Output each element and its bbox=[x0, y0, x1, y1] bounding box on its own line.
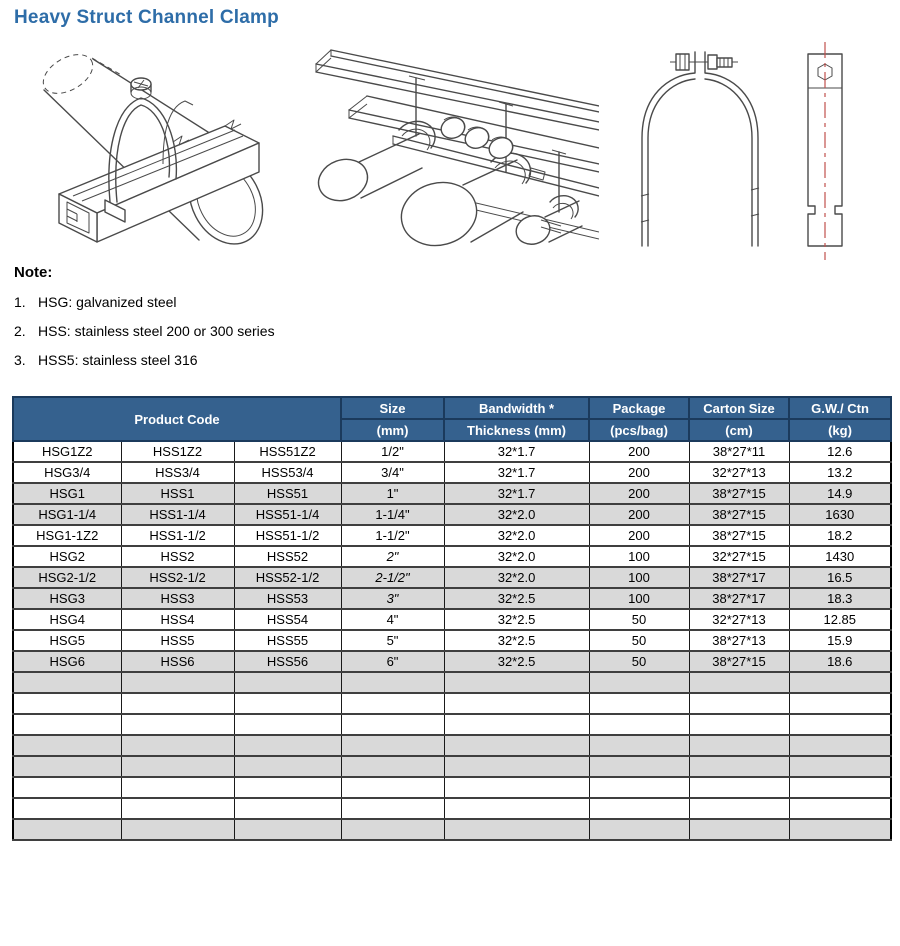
table-cell: 200 bbox=[589, 525, 689, 546]
table-cell-empty bbox=[444, 798, 589, 819]
table-cell: 32*1.7 bbox=[444, 483, 589, 504]
table-cell: 32*1.7 bbox=[444, 441, 589, 462]
table-body bbox=[13, 441, 891, 840]
header-bandwidth: Bandwidth * bbox=[444, 397, 589, 419]
table-cell-empty bbox=[341, 756, 444, 777]
table-cell: 32*2.0 bbox=[444, 567, 589, 588]
pipe-clamp-isometric-drawing bbox=[13, 44, 291, 256]
table-cell-empty bbox=[13, 756, 121, 777]
table-cell-empty bbox=[789, 693, 891, 714]
header-size-unit: (mm) bbox=[341, 419, 444, 441]
table-cell: HSS1-1/4 bbox=[121, 504, 234, 525]
table-cell: 1/2" bbox=[341, 441, 444, 462]
header-package-unit: (pcs/bag) bbox=[589, 419, 689, 441]
table-cell-empty bbox=[341, 819, 444, 840]
table-row bbox=[13, 735, 891, 756]
table-cell: 32*2.0 bbox=[444, 525, 589, 546]
table-row bbox=[13, 609, 891, 630]
header-gw-ctn: G.W./ Ctn bbox=[789, 397, 891, 419]
note-item-number: 1. bbox=[14, 294, 26, 310]
table-cell-empty bbox=[689, 798, 789, 819]
table-cell: 50 bbox=[589, 651, 689, 672]
table-cell: 100 bbox=[589, 567, 689, 588]
header-carton-size: Carton Size bbox=[689, 397, 789, 419]
table-cell: HSG3 bbox=[13, 588, 121, 609]
table-cell: HSS3 bbox=[121, 588, 234, 609]
table-cell: 18.6 bbox=[789, 651, 891, 672]
table-cell-empty bbox=[589, 819, 689, 840]
installation-isometric-drawing bbox=[301, 40, 599, 260]
table-row bbox=[13, 714, 891, 735]
table-cell-empty bbox=[341, 714, 444, 735]
table-cell-empty bbox=[121, 798, 234, 819]
table-cell: HSG6 bbox=[13, 651, 121, 672]
table-row bbox=[13, 546, 891, 567]
table-cell: HSS51 bbox=[234, 483, 341, 504]
table-cell: 200 bbox=[589, 504, 689, 525]
note-item bbox=[14, 323, 275, 339]
table-cell: HSS51-1/2 bbox=[234, 525, 341, 546]
figure-installation-isometric bbox=[301, 40, 599, 260]
figure-clamp-views bbox=[612, 40, 897, 262]
table-cell: 100 bbox=[589, 588, 689, 609]
table-cell-empty bbox=[13, 672, 121, 693]
note-item bbox=[14, 294, 275, 310]
table-cell-empty bbox=[589, 672, 689, 693]
table-row bbox=[13, 819, 891, 840]
table-cell-empty bbox=[341, 693, 444, 714]
note-item-text: HSS: stainless steel 200 or 300 series bbox=[38, 323, 275, 339]
table-cell-empty bbox=[444, 672, 589, 693]
table-cell: 50 bbox=[589, 630, 689, 651]
table-cell: HSS52-1/2 bbox=[234, 567, 341, 588]
table-cell-empty bbox=[234, 798, 341, 819]
table-cell: HSG1 bbox=[13, 483, 121, 504]
table-cell-empty bbox=[341, 777, 444, 798]
table-cell: 32*27*13 bbox=[689, 462, 789, 483]
table-cell: HSS1-1/2 bbox=[121, 525, 234, 546]
table-cell: HSS1Z2 bbox=[121, 441, 234, 462]
table-cell: 32*27*13 bbox=[689, 609, 789, 630]
table-row bbox=[13, 798, 891, 819]
table-cell: 38*27*15 bbox=[689, 483, 789, 504]
table-cell-empty bbox=[589, 777, 689, 798]
table-cell: 32*2.5 bbox=[444, 651, 589, 672]
table-cell: 16.5 bbox=[789, 567, 891, 588]
table-cell: 32*2.5 bbox=[444, 609, 589, 630]
table-cell: 200 bbox=[589, 483, 689, 504]
table-cell: 1630 bbox=[789, 504, 891, 525]
table-cell-empty bbox=[589, 735, 689, 756]
table-cell-empty bbox=[121, 714, 234, 735]
table-row bbox=[13, 504, 891, 525]
table-cell: 32*2.5 bbox=[444, 630, 589, 651]
clamp-front-side-views-drawing bbox=[612, 40, 897, 262]
table-row bbox=[13, 567, 891, 588]
table-cell-empty bbox=[121, 777, 234, 798]
table-cell: 12.6 bbox=[789, 441, 891, 462]
table-cell: 32*2.0 bbox=[444, 504, 589, 525]
table-cell: HSS51Z2 bbox=[234, 441, 341, 462]
table-row bbox=[13, 630, 891, 651]
table-cell: HSS2-1/2 bbox=[121, 567, 234, 588]
table-row bbox=[13, 672, 891, 693]
table-cell: 1" bbox=[341, 483, 444, 504]
note-item bbox=[14, 352, 275, 368]
table-cell-empty bbox=[13, 693, 121, 714]
note-item-number: 2. bbox=[14, 323, 26, 339]
table-cell: 12.85 bbox=[789, 609, 891, 630]
table-cell: HSS3/4 bbox=[121, 462, 234, 483]
header-carton-unit: (cm) bbox=[689, 419, 789, 441]
header-gw-unit: (kg) bbox=[789, 419, 891, 441]
table-cell: 32*27*15 bbox=[689, 546, 789, 567]
table-cell-empty bbox=[689, 777, 789, 798]
table-row bbox=[13, 462, 891, 483]
table-cell-empty bbox=[689, 735, 789, 756]
note-heading: Note: bbox=[14, 264, 53, 281]
table-cell: 38*27*15 bbox=[689, 525, 789, 546]
table-cell: HSS55 bbox=[234, 630, 341, 651]
table-cell: 32*2.5 bbox=[444, 588, 589, 609]
table-cell: 38*27*17 bbox=[689, 588, 789, 609]
table-cell: 2" bbox=[341, 546, 444, 567]
table-cell: 200 bbox=[589, 441, 689, 462]
note-item-number: 3. bbox=[14, 352, 26, 368]
table-cell: HSG3/4 bbox=[13, 462, 121, 483]
table-cell-empty bbox=[234, 777, 341, 798]
table-cell: 1-1/4" bbox=[341, 504, 444, 525]
table-cell-empty bbox=[789, 714, 891, 735]
table-cell: 2-1/2" bbox=[341, 567, 444, 588]
table-cell: 3" bbox=[341, 588, 444, 609]
table-cell: 18.3 bbox=[789, 588, 891, 609]
product-spec-table bbox=[12, 396, 892, 841]
table-cell: HSG1-1Z2 bbox=[13, 525, 121, 546]
table-cell: 100 bbox=[589, 546, 689, 567]
table-cell-empty bbox=[121, 693, 234, 714]
table-cell: HSS1 bbox=[121, 483, 234, 504]
table-cell: 50 bbox=[589, 609, 689, 630]
table-cell-empty bbox=[589, 756, 689, 777]
table-cell-empty bbox=[589, 798, 689, 819]
table-cell: HSS6 bbox=[121, 651, 234, 672]
table-cell-empty bbox=[689, 819, 789, 840]
table-cell: 18.2 bbox=[789, 525, 891, 546]
header-package: Package bbox=[589, 397, 689, 419]
table-cell: HSG2 bbox=[13, 546, 121, 567]
table-cell: 4" bbox=[341, 609, 444, 630]
table-cell: HSS4 bbox=[121, 609, 234, 630]
table-cell-empty bbox=[789, 672, 891, 693]
table-row bbox=[13, 777, 891, 798]
table-cell-empty bbox=[13, 714, 121, 735]
table-cell-empty bbox=[444, 693, 589, 714]
table-row bbox=[13, 588, 891, 609]
table-cell-empty bbox=[121, 672, 234, 693]
table-cell-empty bbox=[234, 714, 341, 735]
table-cell: 38*27*11 bbox=[689, 441, 789, 462]
table-cell-empty bbox=[341, 672, 444, 693]
header-thickness: Thickness (mm) bbox=[444, 419, 589, 441]
table-cell-empty bbox=[444, 819, 589, 840]
table-cell: 6" bbox=[341, 651, 444, 672]
table-cell-empty bbox=[789, 798, 891, 819]
table-cell-empty bbox=[444, 777, 589, 798]
table-cell-empty bbox=[121, 756, 234, 777]
table-cell: HSS54 bbox=[234, 609, 341, 630]
table-cell-empty bbox=[13, 735, 121, 756]
table-cell: 1430 bbox=[789, 546, 891, 567]
header-product-code: Product Code bbox=[13, 397, 341, 441]
table-cell: HSG5 bbox=[13, 630, 121, 651]
table-cell-empty bbox=[689, 672, 789, 693]
table-cell: HSG1-1/4 bbox=[13, 504, 121, 525]
table-cell-empty bbox=[444, 735, 589, 756]
table-cell-empty bbox=[789, 756, 891, 777]
table-row bbox=[13, 441, 891, 462]
table-cell: 38*27*15 bbox=[689, 651, 789, 672]
table-cell: 13.2 bbox=[789, 462, 891, 483]
table-cell-empty bbox=[234, 693, 341, 714]
table-cell-empty bbox=[13, 819, 121, 840]
header-size: Size bbox=[341, 397, 444, 419]
table-row bbox=[13, 693, 891, 714]
table-row bbox=[13, 651, 891, 672]
table-cell: 15.9 bbox=[789, 630, 891, 651]
table-cell-empty bbox=[689, 693, 789, 714]
table-cell-empty bbox=[234, 756, 341, 777]
table-cell: HSS53/4 bbox=[234, 462, 341, 483]
table-row bbox=[13, 525, 891, 546]
table-cell: 200 bbox=[589, 462, 689, 483]
table-cell-empty bbox=[789, 777, 891, 798]
table-cell-empty bbox=[234, 672, 341, 693]
figure-pipe-clamp-isometric bbox=[13, 44, 291, 256]
table-cell-empty bbox=[444, 714, 589, 735]
table-cell: 38*27*15 bbox=[689, 504, 789, 525]
page-title: Heavy Struct Channel Clamp bbox=[14, 7, 279, 28]
table-cell: 32*2.0 bbox=[444, 546, 589, 567]
table-cell: HSS52 bbox=[234, 546, 341, 567]
table-cell: HSG1Z2 bbox=[13, 441, 121, 462]
table-cell: 14.9 bbox=[789, 483, 891, 504]
table-cell-empty bbox=[589, 693, 689, 714]
table-cell: 38*27*17 bbox=[689, 567, 789, 588]
table-cell-empty bbox=[789, 735, 891, 756]
note-item-text: HSG: galvanized steel bbox=[38, 294, 177, 310]
table-cell: 32*1.7 bbox=[444, 462, 589, 483]
table-cell-empty bbox=[689, 714, 789, 735]
note-item-text: HSS5: stainless steel 316 bbox=[38, 352, 198, 368]
table-cell: HSS2 bbox=[121, 546, 234, 567]
table-cell-empty bbox=[444, 756, 589, 777]
table-cell-empty bbox=[589, 714, 689, 735]
table-cell: HSS51-1/4 bbox=[234, 504, 341, 525]
table-cell-empty bbox=[689, 756, 789, 777]
table-cell-empty bbox=[341, 798, 444, 819]
table-cell: HSS56 bbox=[234, 651, 341, 672]
table-cell: 38*27*13 bbox=[689, 630, 789, 651]
table-cell-empty bbox=[789, 819, 891, 840]
table-cell-empty bbox=[13, 798, 121, 819]
table-cell-empty bbox=[234, 819, 341, 840]
table-cell: HSG2-1/2 bbox=[13, 567, 121, 588]
table-row bbox=[13, 483, 891, 504]
table-cell: HSG4 bbox=[13, 609, 121, 630]
table-row bbox=[13, 756, 891, 777]
table-header bbox=[13, 397, 891, 441]
table-cell: 1-1/2" bbox=[341, 525, 444, 546]
table-cell: HSS5 bbox=[121, 630, 234, 651]
table-cell-empty bbox=[234, 735, 341, 756]
table-cell: HSS53 bbox=[234, 588, 341, 609]
table-cell: 5" bbox=[341, 630, 444, 651]
table-cell: 3/4" bbox=[341, 462, 444, 483]
table-cell-empty bbox=[121, 819, 234, 840]
table-cell-empty bbox=[341, 735, 444, 756]
note-section bbox=[14, 264, 275, 381]
table-cell-empty bbox=[121, 735, 234, 756]
table-cell-empty bbox=[13, 777, 121, 798]
